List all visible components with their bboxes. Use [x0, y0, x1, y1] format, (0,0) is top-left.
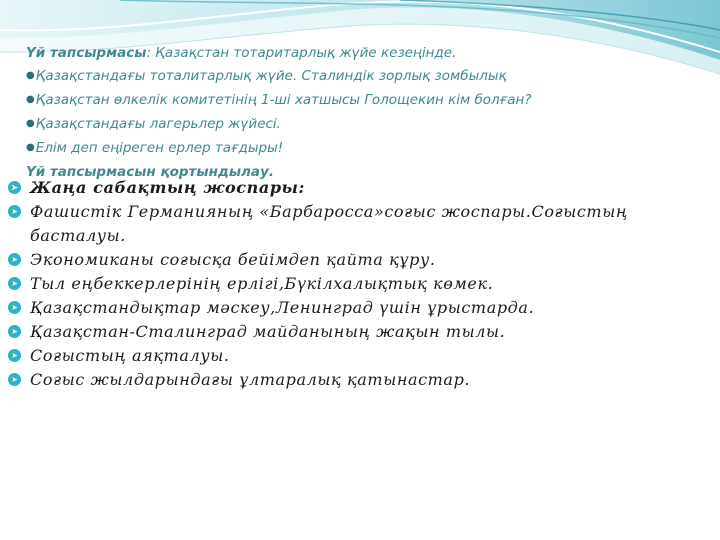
homework-item: [26, 137, 706, 161]
dot-bullet-icon: ●: [26, 70, 35, 81]
arrow-bullet-icon: ➤: [8, 325, 21, 338]
arrow-bullet-icon: ➤: [8, 301, 21, 314]
dot-bullet-icon: ●: [26, 94, 35, 105]
arrow-bullet-icon: ➤: [8, 373, 21, 386]
lesson-plan-item: [6, 296, 706, 320]
lesson-plan-item-text: Қазақстан-Сталинград майданының жақын тылы.: [30, 322, 506, 341]
lesson-plan-item-text: Фашистік Германияның «Барбаросса»соғыс жоспары.Соғыстың басталуы.: [30, 202, 628, 245]
arrow-bullet-icon: ➤: [8, 349, 21, 362]
lesson-plan-item-text: Соғыс жылдарындағы ұлтаралық қатынастар.: [30, 370, 471, 389]
lesson-plan-item: [6, 248, 706, 272]
homework-summary: Үй тапсырмасын қортындылау.: [26, 164, 274, 180]
homework-item-text: Елім деп еңіреген ерлер тағдыры!: [35, 140, 284, 156]
homework-title-label: Үй тапсырмасы: [26, 45, 147, 61]
arrow-bullet-icon: ➤: [8, 181, 21, 194]
lesson-plan-item-text: Соғыстың аяқталуы.: [30, 346, 230, 365]
homework-item-text: Қазақстандағы лагерьлер жүйесі.: [35, 116, 281, 132]
lesson-plan-list: [6, 176, 706, 392]
lesson-plan-item: [6, 368, 706, 392]
lesson-plan-item-text: Қазақстандықтар мәскеу,Ленинград үшін ұрыстарда.: [30, 298, 535, 317]
lesson-plan-item-text: Тыл еңбеккерлерінің ерлігі,Бүкілхалықтық көмек.: [30, 274, 494, 293]
homework-section: [26, 42, 706, 184]
arrow-bullet-icon: ➤: [8, 277, 21, 290]
lesson-plan-item-text: Экономиканы соғысқа бейімдеп қайта құру.: [30, 250, 436, 269]
homework-title-topic: : Қазақстан тотаритарлық жүйе кезеңінде.: [146, 45, 457, 61]
dot-bullet-icon: ●: [26, 142, 35, 153]
lesson-plan-heading-text: Жаңа сабақтың жоспары:: [30, 178, 306, 197]
lesson-plan-item: [6, 320, 706, 344]
lesson-plan-item: [6, 344, 706, 368]
dot-bullet-icon: ●: [26, 118, 35, 129]
lesson-plan-heading: [6, 176, 706, 200]
homework-item-text: Қазақстандағы тоталитарлық жүйе. Сталиндік зорлық зомбылық: [35, 68, 507, 84]
homework-title: [26, 42, 706, 65]
homework-item: [26, 89, 706, 113]
homework-item: [26, 65, 706, 89]
homework-item-text: Қазақстан өлкелік комитетінің 1-ші хатшысы Голощекин кім болған?: [35, 92, 532, 108]
arrow-bullet-icon: ➤: [8, 205, 21, 218]
lesson-plan-item: [6, 272, 706, 296]
lesson-plan-item: [6, 200, 706, 248]
homework-item: [26, 113, 706, 137]
arrow-bullet-icon: ➤: [8, 253, 21, 266]
